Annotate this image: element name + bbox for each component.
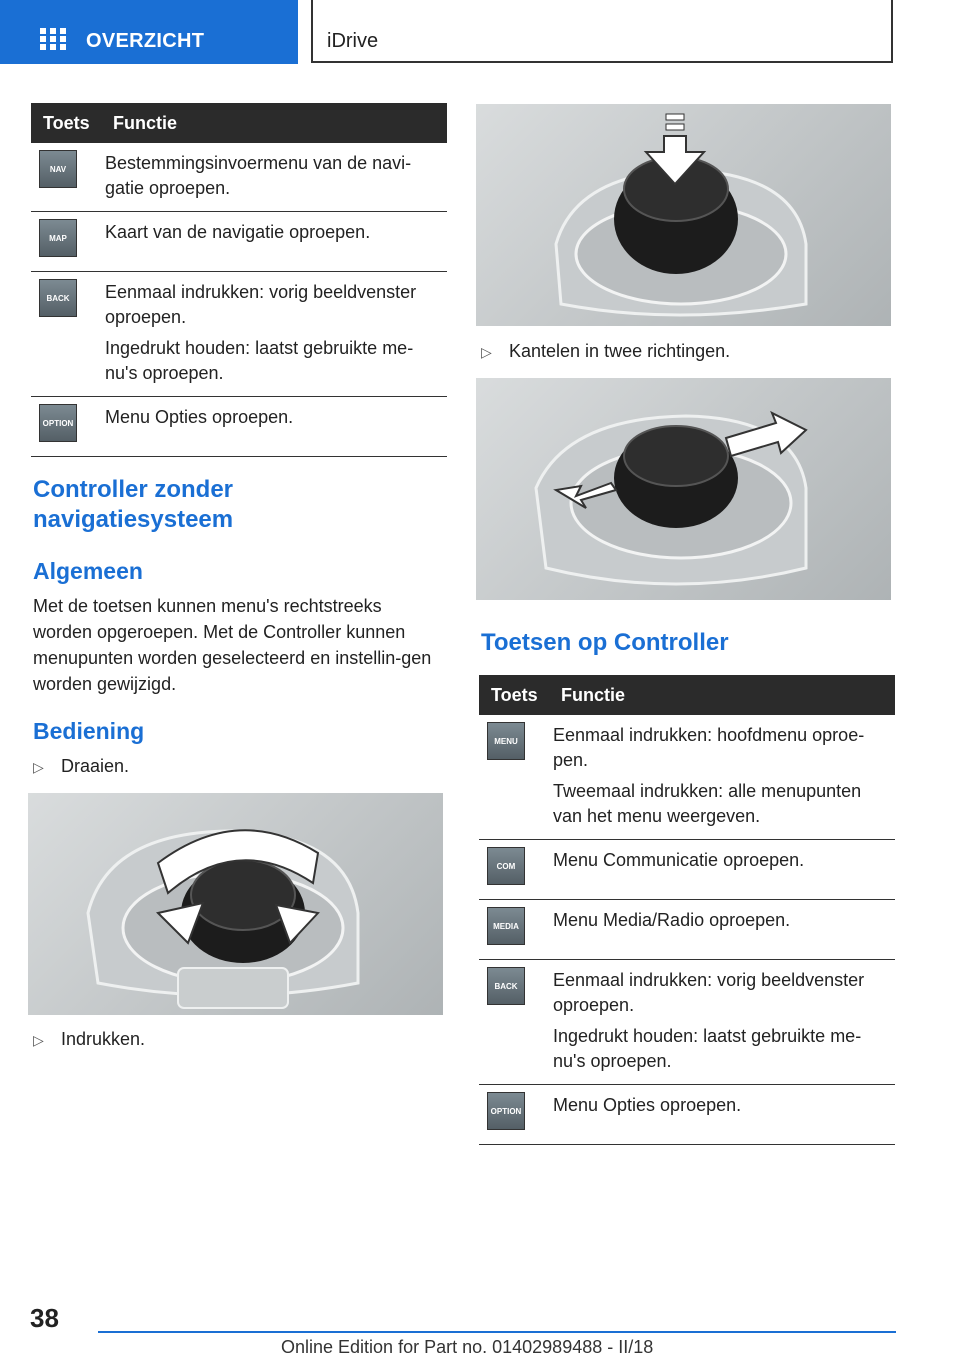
back-key-icon: BACK bbox=[487, 967, 525, 1005]
option-key-icon: OPTION bbox=[487, 1092, 525, 1130]
edition-text: Online Edition for Part no. 01402989488 - II/18 bbox=[281, 1337, 654, 1357]
overview-label: OVERZICHT bbox=[86, 30, 205, 52]
table-header-row bbox=[479, 675, 895, 715]
footer-divider bbox=[98, 1331, 896, 1333]
table-row bbox=[479, 840, 895, 900]
grid-menu-icon bbox=[40, 28, 66, 50]
function-text: Ingedrukt houden: laatst gebruikte me-nu's oproepen. bbox=[553, 1026, 862, 1071]
column-header-key: Toets bbox=[479, 675, 553, 715]
function-text: Menu Media/Radio oproepen. bbox=[553, 910, 791, 930]
column-header-function: Functie bbox=[553, 675, 895, 715]
bullet-text: Indrukken. bbox=[61, 1029, 146, 1049]
nav-key-icon: NAV bbox=[39, 150, 77, 188]
table-row bbox=[479, 960, 895, 1085]
triangle-bullet-icon: ▷ bbox=[481, 344, 492, 360]
section2-heading: Toetsen op Controller bbox=[481, 629, 729, 656]
keys-table-2 bbox=[479, 675, 895, 1145]
overview-tab[interactable] bbox=[0, 0, 298, 64]
function-text: Ingedrukt houden: laatst gebruikte me-nu's oproepen. bbox=[105, 338, 414, 383]
media-key-icon: MEDIA bbox=[487, 907, 525, 945]
triangle-bullet-icon: ▷ bbox=[33, 759, 44, 775]
section-heading: Controller zonder navigatiesysteem bbox=[33, 476, 234, 533]
bullet-tilt bbox=[481, 341, 730, 362]
table-row bbox=[31, 212, 447, 272]
keys-table-1 bbox=[31, 103, 447, 457]
subheading-operation: Bediening bbox=[33, 718, 145, 744]
option-key-icon: OPTION bbox=[39, 404, 77, 442]
column-header-function: Functie bbox=[105, 103, 447, 143]
function-text: Bestemmingsinvoermenu van de navi-gatie oproepen. bbox=[105, 153, 412, 198]
bullet-text: Kantelen in twee richtingen. bbox=[509, 341, 731, 361]
controller-tilt-illustration bbox=[476, 378, 891, 600]
table-header-row bbox=[31, 103, 447, 143]
function-text: Tweemaal indrukken: alle menupunten van het menu weergeven. bbox=[553, 781, 862, 826]
function-text: Kaart van de navigatie oproepen. bbox=[105, 222, 371, 242]
table-row bbox=[31, 397, 447, 457]
function-text: Menu Communicatie oproepen. bbox=[553, 850, 805, 870]
triangle-bullet-icon: ▷ bbox=[33, 1032, 44, 1048]
function-text: Menu Opties oproepen. bbox=[105, 407, 294, 427]
function-text: Eenmaal indrukken: hoofdmenu oproe-pen. bbox=[553, 725, 865, 770]
bullet-text: Draaien. bbox=[61, 756, 130, 776]
function-text: Menu Opties oproepen. bbox=[553, 1095, 742, 1115]
function-text: Eenmaal indrukken: vorig beeldvenster oproepen. bbox=[105, 282, 417, 327]
table-row bbox=[31, 272, 447, 397]
table-row bbox=[31, 143, 447, 212]
bullet-press bbox=[33, 1029, 145, 1050]
function-text: Eenmaal indrukken: vorig beeldvenster oproepen. bbox=[553, 970, 865, 1015]
controller-rotate-illustration bbox=[28, 793, 443, 1015]
menu-key-icon: MENU bbox=[487, 722, 525, 760]
com-key-icon: COM bbox=[487, 847, 525, 885]
column-header-key: Toets bbox=[31, 103, 105, 143]
subheading-general: Algemeen bbox=[33, 558, 143, 584]
map-key-icon: MAP bbox=[39, 219, 77, 257]
back-key-icon: BACK bbox=[39, 279, 77, 317]
intro-paragraph: Met de toetsen kunnen menu's rechtstreeks worden opgeroepen. Met de Controller kunnen menupunten worden geselecteerd en instellin-gen worden gewijzigd. bbox=[33, 596, 432, 694]
page-number: 38 bbox=[30, 1303, 59, 1333]
table-row bbox=[479, 715, 895, 840]
chapter-title: iDrive bbox=[327, 30, 379, 52]
chapter-title-box bbox=[311, 0, 893, 63]
table-row bbox=[479, 1085, 895, 1145]
controller-press-illustration bbox=[476, 104, 891, 326]
table-row bbox=[479, 900, 895, 960]
bullet-rotate bbox=[33, 756, 129, 777]
